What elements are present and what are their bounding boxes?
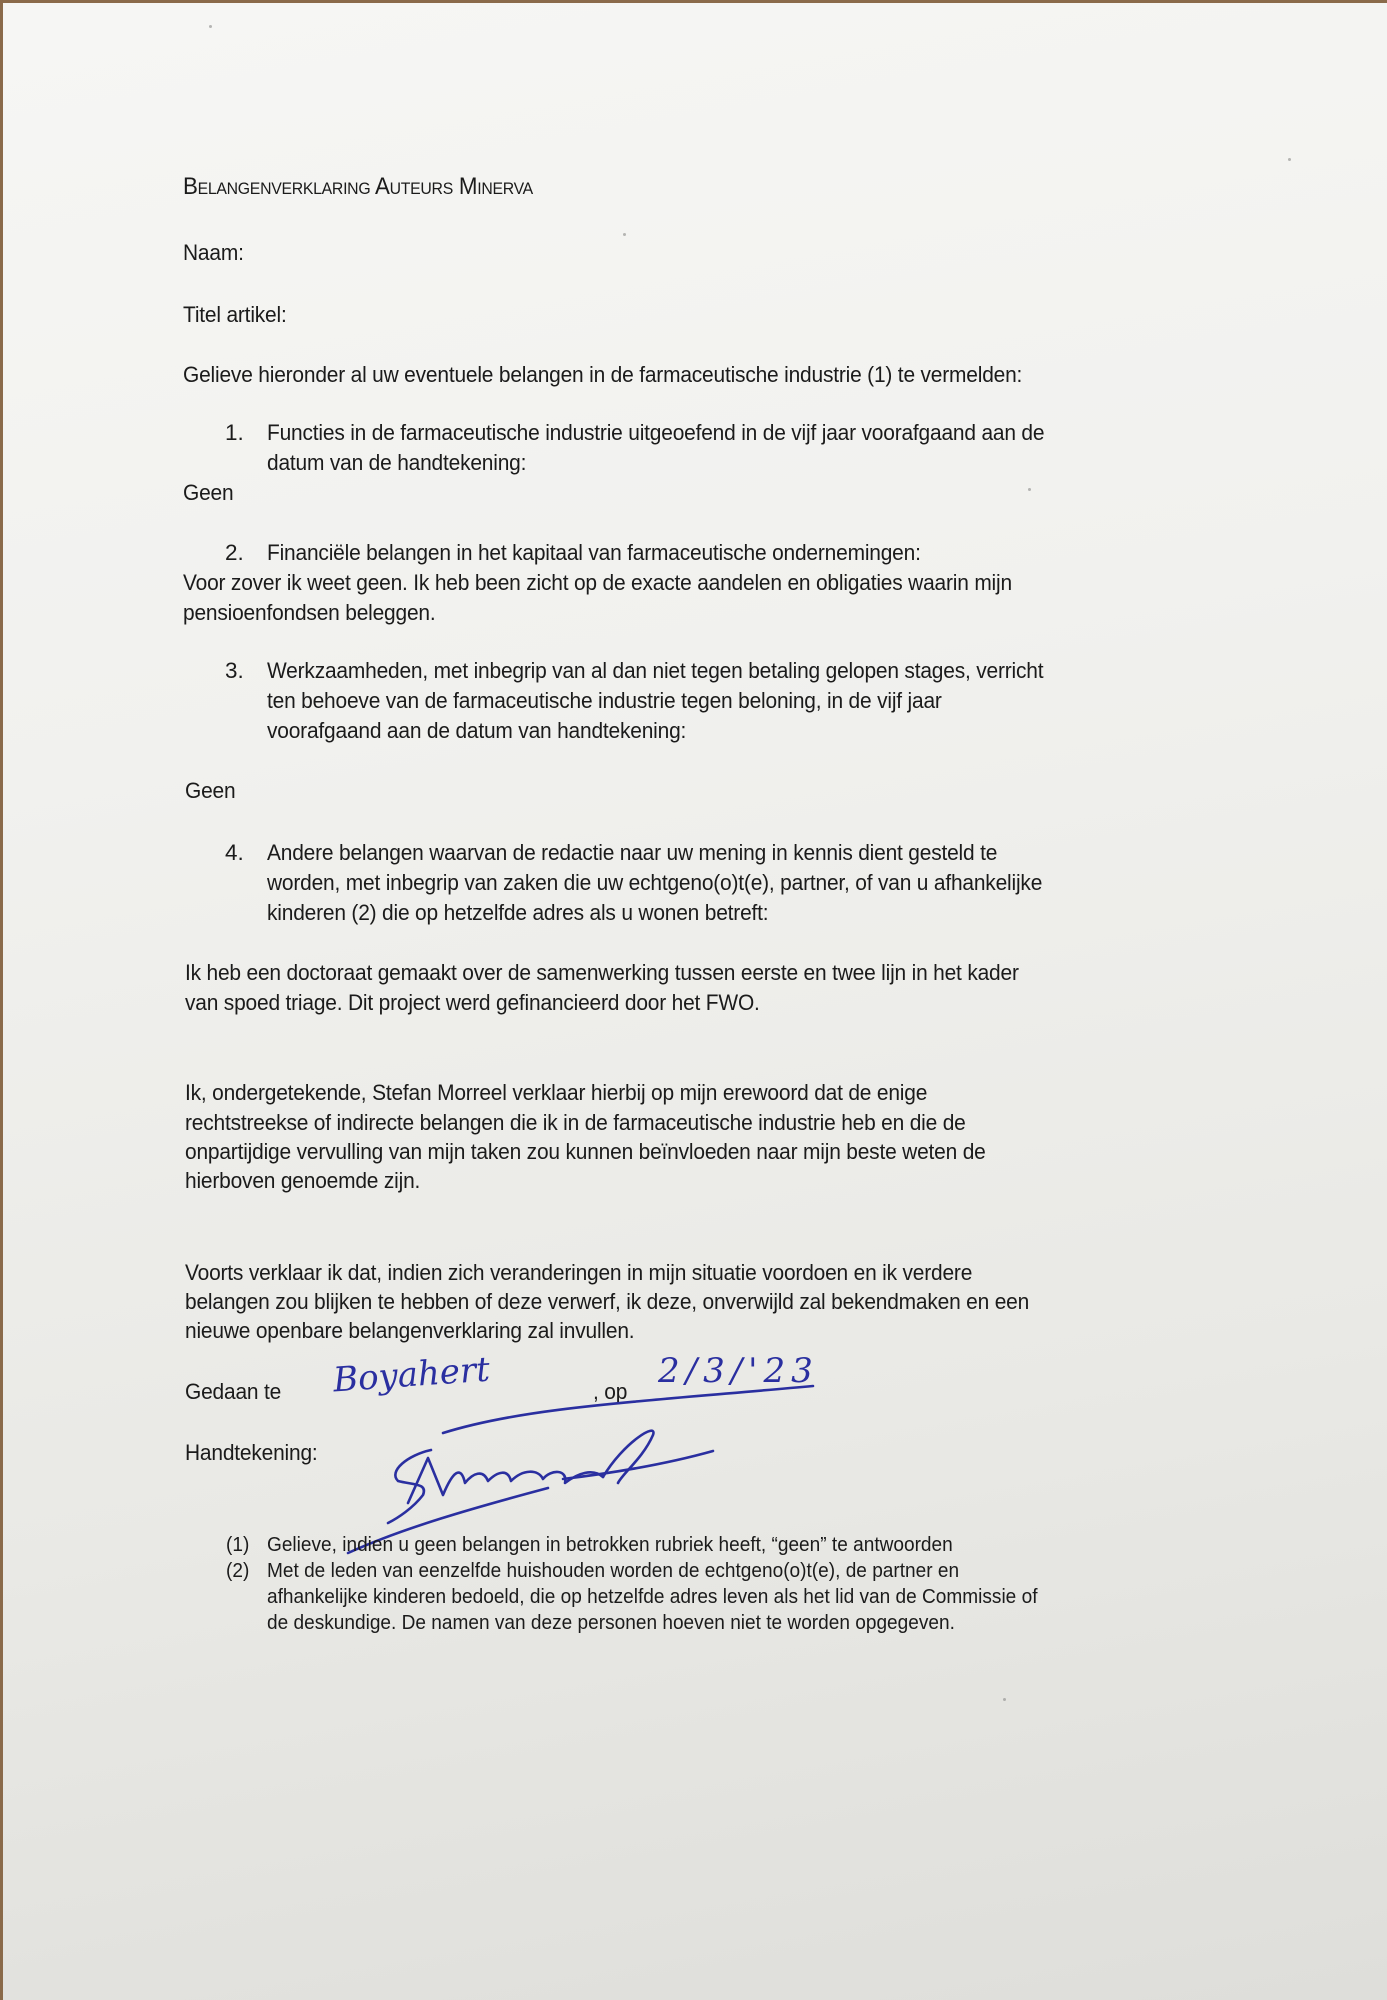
declaration-line: Ik, ondergetekende, Stefan Morreel verklaar hierbij op mijn erewoord dat de enige xyxy=(185,1080,928,1105)
signature-stroke xyxy=(563,1451,713,1479)
intro-text: Gelieve hieronder al uw eventuele belangen in de farmaceutische industrie (1) te vermelden: xyxy=(183,362,1023,387)
footnote-line: Gelieve, indien u geen belangen in betrokken rubriek heeft, “geen” te antwoorden xyxy=(267,1533,953,1556)
document-page xyxy=(3,3,1387,2000)
item-text-line: Andere belangen waarvan de redactie naar uw mening in kennis dient gesteld te xyxy=(267,840,998,865)
declaration-line: onpartijdige vervulling van mijn taken zou kunnen beïnvloeden naar mijn beste weten de xyxy=(185,1139,986,1164)
declaration-line: rechtstreekse of indirecte belangen die ik in de farmaceutische industrie heb en die de xyxy=(185,1110,966,1135)
article-title-label: Titel artikel: xyxy=(183,302,287,327)
item-text-line: Financiële belangen in het kapitaal van farmaceutische ondernemingen: xyxy=(267,540,921,565)
footnote-line: afhankelijke kinderen bedoeld, die op hetzelfde adres leven als het lid van de Commissie of xyxy=(267,1585,1038,1608)
item-text-line: voorafgaand aan de datum van handtekening: xyxy=(267,718,687,743)
handwritten-date: 2/3/'23 xyxy=(658,1351,819,1391)
signature-stroke xyxy=(443,1386,813,1433)
document-title: Belangenverklaring Auteurs Minerva xyxy=(183,173,533,200)
item-answer: van spoed triage. Dit project werd gefinancieerd door het FWO. xyxy=(185,990,760,1015)
item-answer: Ik heb een doctoraat gemaakt over de samenwerking tussen eerste en twee lijn in het kader xyxy=(185,960,1019,985)
item-answer: pensioenfondsen beleggen. xyxy=(183,600,436,625)
item-number: 1. xyxy=(225,420,244,445)
declaration-line: hierboven genoemde zijn. xyxy=(185,1168,421,1193)
date-label: , op xyxy=(593,1379,628,1404)
item-text-line: Functies in de farmaceutische industrie uitgeoefend in de vijf jaar voorafgaand aan de xyxy=(267,420,1045,445)
footnote-line: Met de leden van eenzelfde huishouden worden de echtgeno(o)t(e), de partner en xyxy=(267,1559,960,1582)
name-label: Naam: xyxy=(183,240,244,265)
item-number: 3. xyxy=(225,658,244,683)
item-text-line: datum van de handtekening: xyxy=(267,450,527,475)
item-text-line: ten behoeve van de farmaceutische industrie tegen beloning, in de vijf jaar xyxy=(267,688,942,713)
item-number: 4. xyxy=(225,840,244,865)
footnote-marker: (2) xyxy=(226,1559,250,1582)
item-text-line: worden, met inbegrip van zaken die uw echtgeno(o)t(e), partner, of van u afhankelijke xyxy=(267,870,1043,895)
item-answer: Geen xyxy=(185,778,236,803)
further-line: Voorts verklaar ik dat, indien zich veranderingen in mijn situatie voordoen en ik verdere xyxy=(185,1260,973,1285)
further-line: belangen zou blijken te hebben of deze verwerf, ik deze, onverwijld zal bekendmaken en een xyxy=(185,1289,1030,1314)
item-answer: Voor zover ik weet geen. Ik heb been zicht op de exacte aandelen en obligaties waarin mijn xyxy=(183,570,1012,595)
signature-label: Handtekening: xyxy=(185,1440,318,1465)
footnote-marker: (1) xyxy=(226,1533,250,1556)
item-answer: Geen xyxy=(183,480,234,505)
handwritten-place: Boyahert xyxy=(331,1349,492,1401)
signature-stroke xyxy=(603,1431,653,1483)
signature-image xyxy=(3,3,1387,2000)
item-text-line: kinderen (2) die op hetzelfde adres als u wonen betreft: xyxy=(267,900,769,925)
item-number: 2. xyxy=(225,540,244,565)
item-text-line: Werkzaamheden, met inbegrip van al dan niet tegen betaling gelopen stages, verricht xyxy=(267,658,1044,683)
place-label: Gedaan te xyxy=(185,1379,282,1404)
signature-stroke xyxy=(408,1458,603,1503)
footnote-line: de deskundige. De namen van deze personen hoeven niet te worden opgegeven. xyxy=(267,1611,955,1634)
signature-stroke xyxy=(388,1450,431,1523)
further-line: nieuwe openbare belangenverklaring zal invullen. xyxy=(185,1318,635,1343)
